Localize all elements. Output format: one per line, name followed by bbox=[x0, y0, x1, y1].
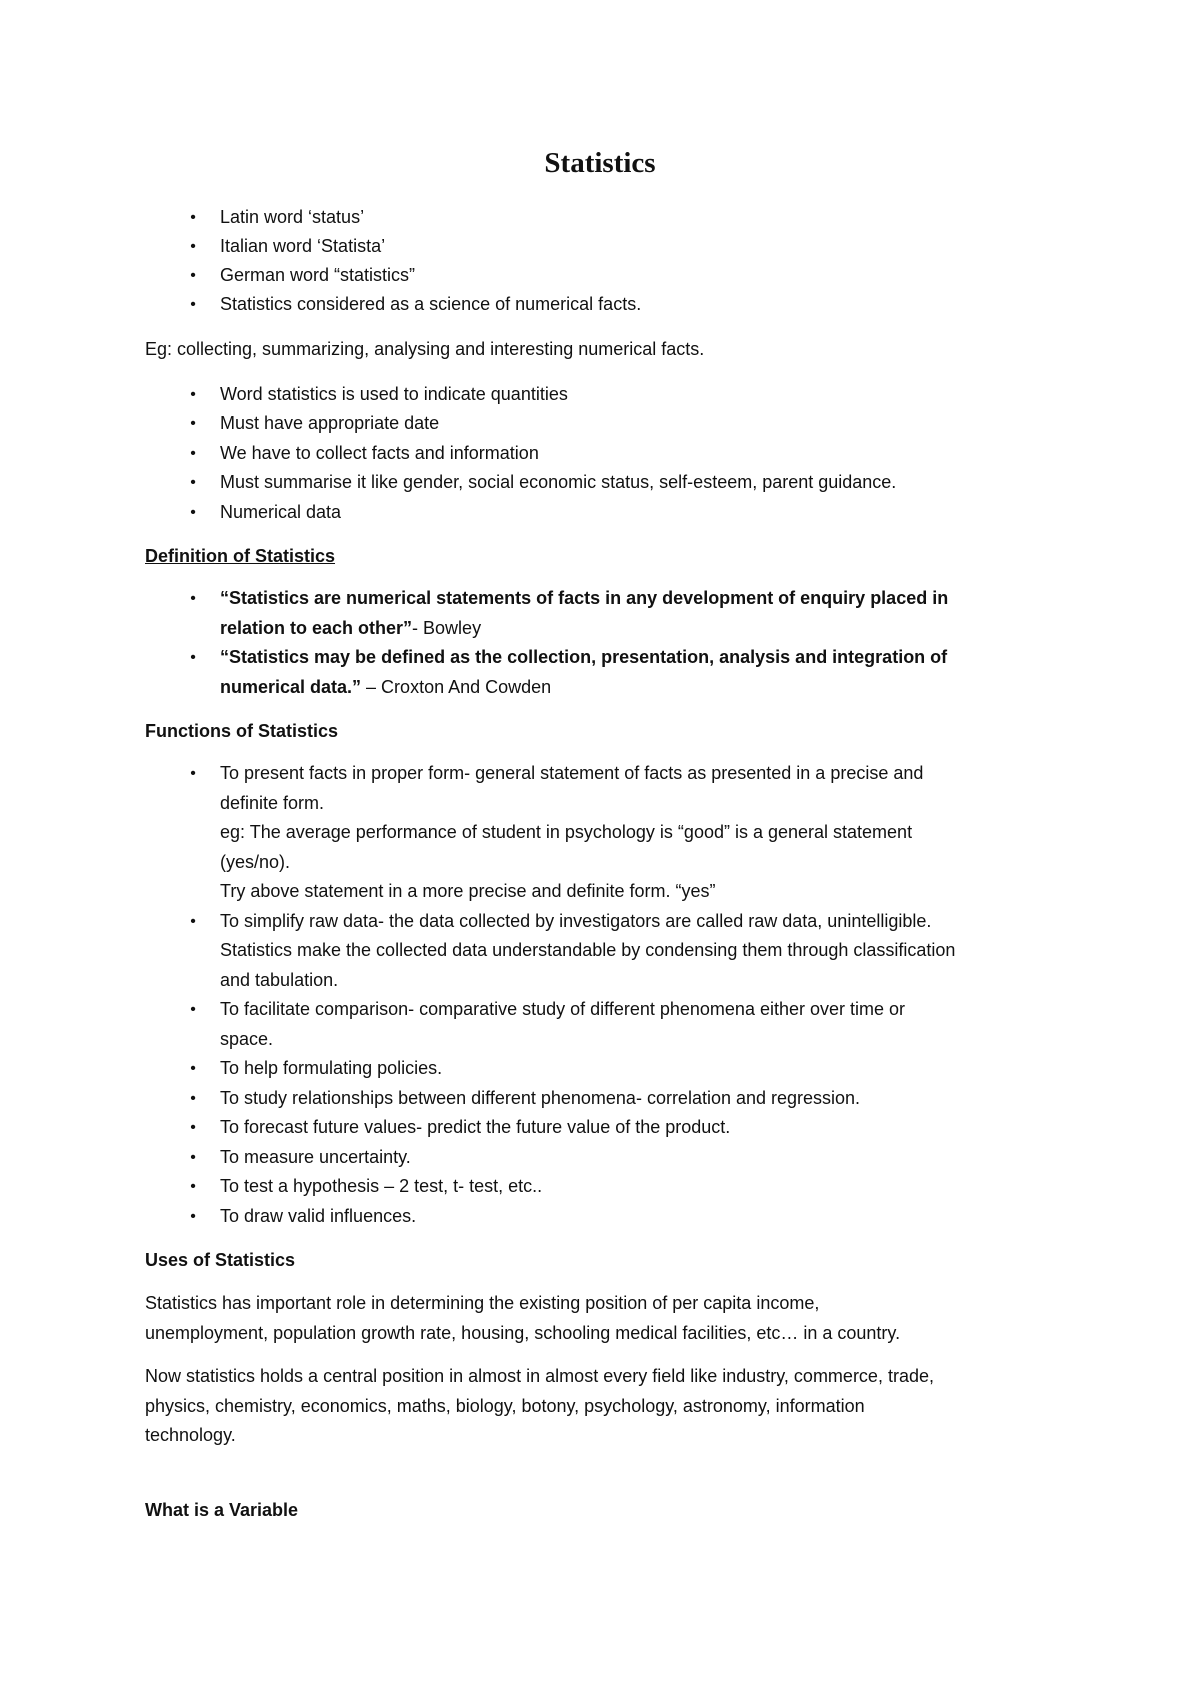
page-title: Statistics bbox=[544, 147, 656, 179]
bullet-icon: • bbox=[190, 1001, 196, 1018]
list-item: • Numerical data bbox=[145, 498, 1065, 528]
bullet-icon: • bbox=[190, 415, 196, 432]
bullet-icon: • bbox=[190, 503, 196, 521]
bullet-icon: • bbox=[190, 474, 196, 491]
list-item: • Statistics considered as a science of numerical facts. bbox=[145, 290, 1065, 319]
bullet-icon: • bbox=[190, 238, 196, 255]
bullet-icon: • bbox=[190, 1178, 196, 1195]
functions-list bbox=[145, 759, 1065, 1231]
origins-list bbox=[145, 203, 1065, 319]
functions-heading: Functions of Statistics bbox=[145, 721, 339, 741]
list-item: • To simplify raw data- the data collected by investigators are called raw data, unintelligible. Statistics make the collected data understandable by condensing them through classification and tabulation. bbox=[145, 907, 1065, 996]
uses-paragraph-2: Now statistics holds a central position in almost in almost every field like industry, commerce, trade, physics, chemistry, economics, maths, biology, botony, psychology, astronomy, information technology. bbox=[145, 1366, 934, 1445]
bullet-icon: • bbox=[190, 209, 196, 226]
bullet-icon: • bbox=[190, 649, 196, 666]
bullet-icon: • bbox=[190, 765, 196, 782]
list-item: • Word statistics is used to indicate quantities bbox=[145, 380, 1065, 410]
points-list bbox=[145, 380, 1065, 528]
document-body bbox=[145, 203, 1065, 1525]
list-item: • Must summarise it like gender, social economic status, self-esteem, parent guidance. bbox=[145, 468, 1065, 498]
list-item: • To draw valid influences. bbox=[145, 1202, 1065, 1232]
bullet-icon: • bbox=[190, 1119, 196, 1136]
list-item: • Latin word ‘status’ bbox=[145, 203, 1065, 232]
bullet-icon: • bbox=[190, 1148, 196, 1166]
bullet-icon: • bbox=[190, 912, 196, 930]
list-item: • Italian word ‘Statista’ bbox=[145, 232, 1065, 261]
definition-heading: Definition of Statistics bbox=[145, 546, 336, 566]
list-item: • To present facts in proper form- general statement of facts as presented in a precise and definite form. eg: The average performance of student in psychology is “good” is a general statement (yes/no). Try above statement in a more precise and definite form. “yes” bbox=[145, 759, 1065, 907]
definition-list bbox=[145, 584, 1065, 702]
list-item: • To test a hypothesis – 2 test, t- test, etc.. bbox=[145, 1172, 1065, 1202]
bullet-icon: • bbox=[190, 1207, 196, 1225]
list-item: • To study relationships between different phenomena- correlation and regression. bbox=[145, 1084, 1065, 1114]
bullet-icon: • bbox=[190, 267, 196, 284]
bullet-icon: • bbox=[190, 1089, 196, 1107]
list-item: • German word “statistics” bbox=[145, 261, 1065, 290]
bullet-icon: • bbox=[190, 444, 196, 462]
uses-paragraph-1: Statistics has important role in determining the existing position of per capita income, unemployment, population growth rate, housing, schooling medical facilities, etc… in a country. bbox=[145, 1293, 901, 1343]
list-item: • Must have appropriate date bbox=[145, 409, 1065, 439]
list-item: • “Statistics are numerical statements of facts in any development of enquiry placed in relation to each other”- Bowley bbox=[145, 584, 1065, 643]
list-item: • We have to collect facts and information bbox=[145, 439, 1065, 469]
list-item: • To measure uncertainty. bbox=[145, 1143, 1065, 1173]
bullet-icon: • bbox=[190, 296, 196, 313]
list-item: • To help formulating policies. bbox=[145, 1054, 1065, 1084]
list-item: • To facilitate comparison- comparative study of different phenomena either over time or space. bbox=[145, 995, 1065, 1054]
bullet-icon: • bbox=[190, 590, 196, 607]
list-item: • To forecast future values- predict the future value of the product. bbox=[145, 1113, 1065, 1143]
bullet-icon: • bbox=[190, 1060, 196, 1077]
example-paragraph: Eg: collecting, summarizing, analysing and interesting numerical facts. bbox=[145, 339, 705, 359]
list-item: • “Statistics may be defined as the collection, presentation, analysis and integration of numerical data.” – Croxton And Cowden bbox=[145, 643, 1065, 702]
bullet-icon: • bbox=[190, 385, 196, 403]
variable-heading: What is a Variable bbox=[145, 1499, 299, 1520]
uses-heading: Uses of Statistics bbox=[145, 1250, 296, 1270]
